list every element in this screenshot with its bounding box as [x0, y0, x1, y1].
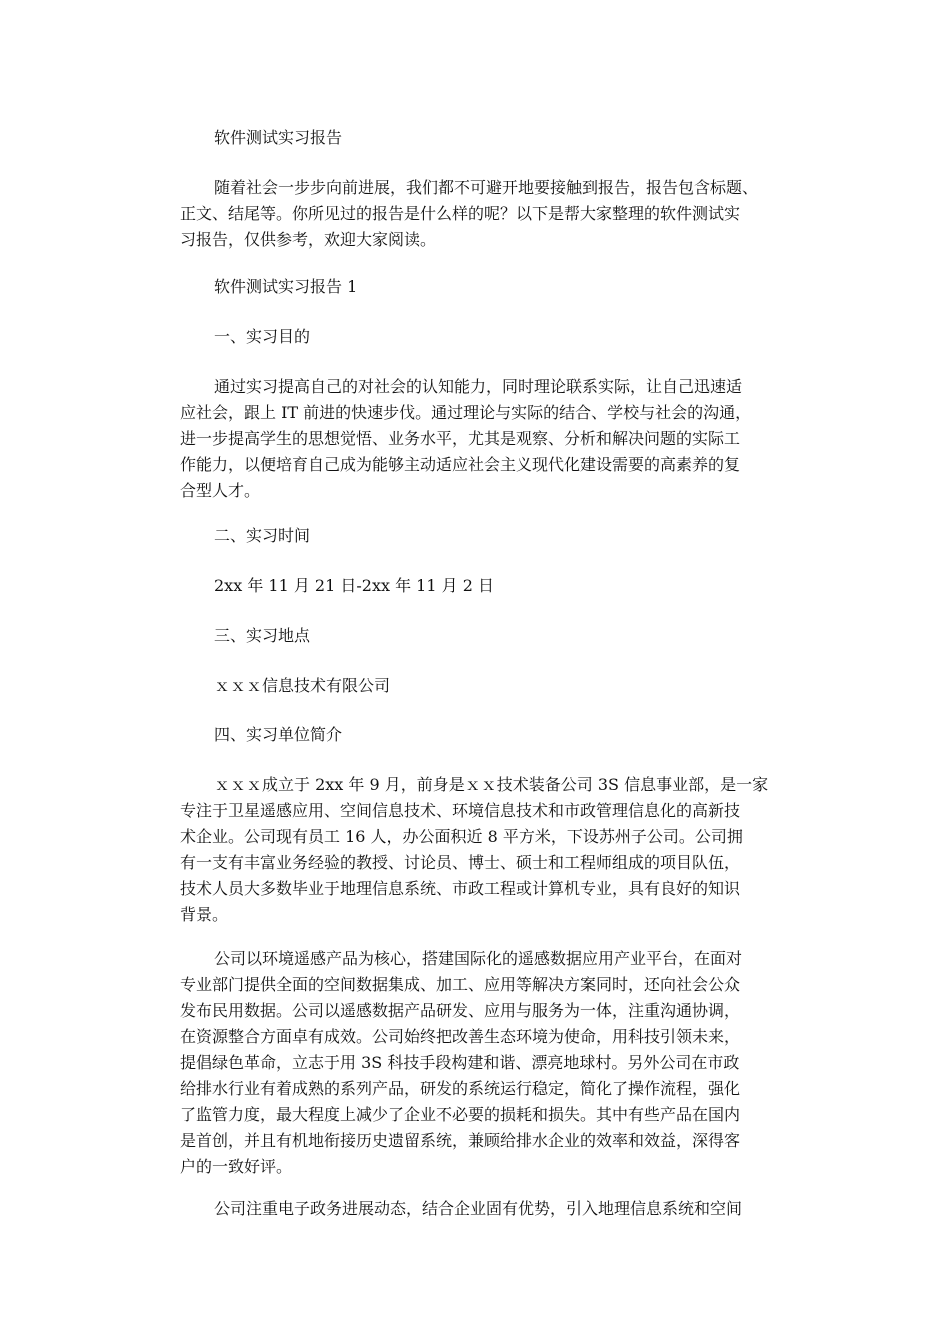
text-line: 发布民用数据。公司以遥感数据产品研发、应用与服务为一体，注重沟通协调，: [180, 1001, 741, 1020]
text-line: 专注于卫星遥感应用、空间信息技术、环境信息技术和市政管理信息化的高新技: [180, 801, 741, 820]
text-line: ｘｘｘ成立于 2xx 年 9 月，前身是ｘｘ技术装备公司 3S 信息事业部，是一家: [214, 775, 769, 794]
text-line: 正文、结尾等。你所见过的报告是什么样的呢？以下是帮大家整理的软件测试实: [180, 204, 741, 223]
text-line: 背景。: [180, 905, 229, 924]
heading-text: 四、实习单位简介: [214, 725, 343, 744]
text-line: 技术人员大多数毕业于地理信息系统、市政工程或计算机专业，具有良好的知识: [180, 879, 741, 898]
section-heading-location: [180, 623, 780, 649]
heading-text: 三、实习地点: [214, 626, 311, 645]
company-paragraph-2: [180, 946, 780, 1180]
text-line: 应社会，跟上 IT 前进的快速步伐。通过理论与实际的结合、学校与社会的沟通，: [180, 403, 752, 422]
text-line: 公司注重电子政务进展动态，结合企业固有优势，引入地理信息系统和空间: [214, 1199, 743, 1218]
text-line: 户的一致好评。: [180, 1157, 293, 1176]
text-line: 习报告，仅供参考，欢迎大家阅读。: [180, 230, 437, 249]
document-title: [180, 125, 780, 151]
heading-text: 二、实习时间: [214, 526, 311, 545]
text-line: 是首创，并且有机地衔接历史遗留系统，兼顾给排水企业的效率和效益，深得客: [180, 1131, 741, 1150]
section-heading-purpose: [180, 324, 780, 350]
text-line: 专业部门提供全面的空间数据集成、加工、应用等解决方案同时，还向社会公众: [180, 975, 741, 994]
text-line: 2xx 年 11 月 21 日-2xx 年 11 月 2 日: [214, 576, 494, 595]
text-line: 术企业。公司现有员工 16 人，办公面积近 8 平方米，下设苏州子公司。公司拥: [180, 827, 743, 846]
title-text: 软件测试实习报告: [214, 128, 343, 147]
heading-text: 软件测试实习报告 1: [214, 277, 358, 296]
company-paragraph-1: [180, 772, 780, 928]
text-line: 合型人才。: [180, 481, 261, 500]
report-heading: [180, 274, 780, 300]
internship-dates: [180, 573, 780, 599]
intro-paragraph: [180, 175, 780, 253]
text-line: 公司以环境遥感产品为核心，搭建国际化的遥感数据应用产业平台，在面对: [214, 949, 743, 968]
text-line: 作能力，以便培育自己成为能够主动适应社会主义现代化建设需要的高素养的复: [180, 455, 741, 474]
text-line: 提倡绿色革命，立志于用 3S 科技手段构建和谐、漂亮地球村。另外公司在市政: [180, 1053, 740, 1072]
internship-location: [180, 673, 780, 699]
purpose-paragraph: [180, 374, 780, 504]
text-line: 进一步提高学生的思想觉悟、业务水平，尤其是观察、分析和解决问题的实际工: [180, 429, 741, 448]
text-line: 随着社会一步步向前进展，我们都不可避开地要接触到报告，报告包含标题、: [214, 178, 759, 197]
text-line: ｘｘｘ信息技术有限公司: [214, 676, 391, 695]
text-line: 在资源整合方面卓有成效。公司始终把改善生态环境为使命，用科技引领未来，: [180, 1027, 741, 1046]
text-line: 有一支有丰富业务经验的教授、讨论员、博士、硕士和工程师组成的项目队伍，: [180, 853, 741, 872]
text-line: 给排水行业有着成熟的系列产品，研发的系统运行稳定，简化了操作流程，强化: [180, 1079, 741, 1098]
heading-text: 一、实习目的: [214, 327, 311, 346]
text-line: 了监管力度，最大程度上减少了企业不必要的损耗和损失。其中有些产品在国内: [180, 1105, 741, 1124]
section-heading-company: [180, 722, 780, 748]
text-line: 通过实习提高自己的对社会的认知能力，同时理论联系实际，让自己迅速适: [214, 377, 743, 396]
section-heading-time: [180, 523, 780, 549]
company-paragraph-3: [180, 1196, 780, 1222]
